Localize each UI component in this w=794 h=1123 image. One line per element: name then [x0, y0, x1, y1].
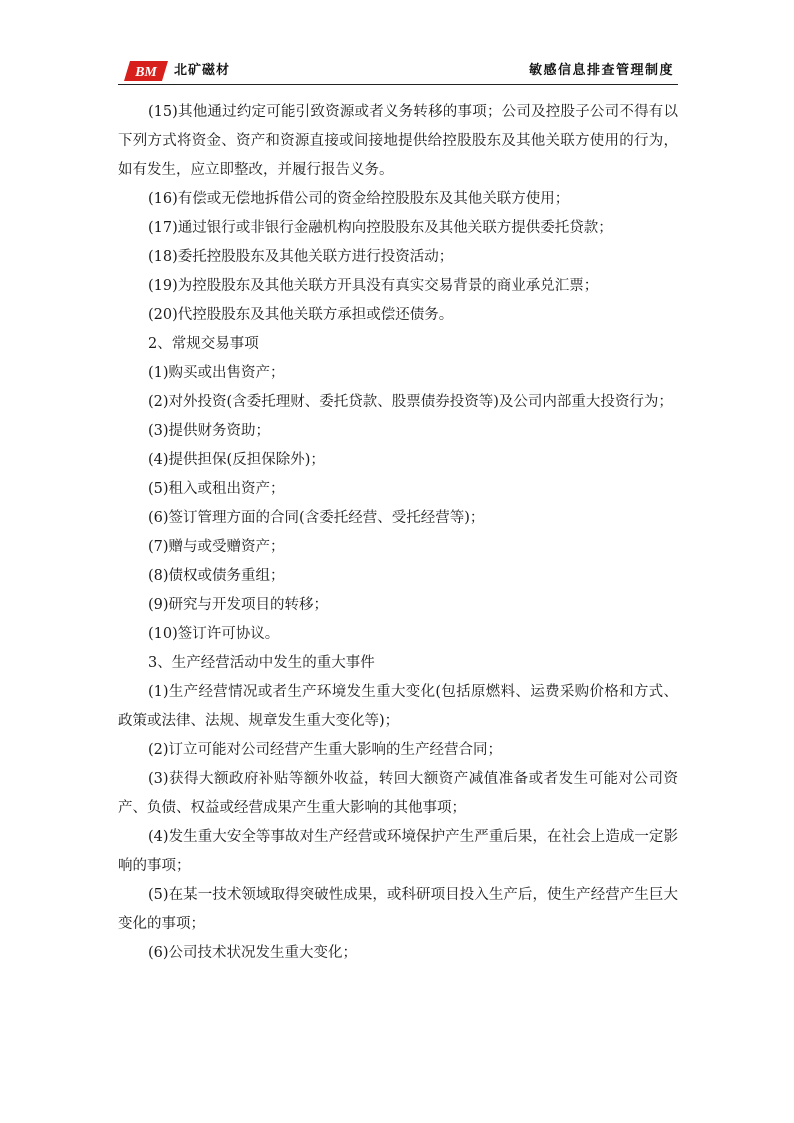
paragraph-15: (15)其他通过约定可能引致资源或者义务转移的事项；公司及控股子公司不得有以下列方式将资金、资产和资源直接或间接地提供给控股股东及其他关联方使用的行为，如有发生，应立即整改，并履行报告义务。	[118, 104, 678, 178]
section-heading-regular-transactions: 2、常规交易事项	[148, 336, 259, 352]
event-item-3: (3)获得大额政府补贴等额外收益，转回大额资产减值准备或者发生可能对公司资产、负债、权益或经营成果产生重大影响的其他事项；	[118, 771, 678, 816]
event-item-1: (1)生产经营情况或者生产环境发生重大变化(包括原燃料、运费采购价格和方式、政策或法律、法规、规章发生重大变化等)；	[118, 684, 678, 729]
transaction-item-6: (6)签订管理方面的合同(含委托经营、受托经营等)；	[148, 510, 485, 526]
transaction-item-8: (8)债权或债务重组；	[148, 568, 285, 584]
transaction-item-4: (4)提供担保(反担保除外)；	[148, 452, 325, 468]
paragraph-20: (20)代控股股东及其他关联方承担或偿还债务。	[148, 307, 454, 323]
event-item-6: (6)公司技术状况发生重大变化；	[148, 945, 358, 961]
paragraph-18: (18)委托控股股东及其他关联方进行投资活动；	[148, 249, 454, 265]
event-item-5: (5)在某一技术领域取得突破性成果，或科研项目投入生产后，使生产经营产生巨大变化的事项；	[118, 887, 678, 932]
paragraph-17: (17)通过银行或非银行金融机构向控股股东及其他关联方提供委托贷款；	[148, 220, 613, 236]
transaction-item-9: (9)研究与开发项目的转移；	[148, 597, 329, 613]
document-title: 敏感信息排查管理制度	[528, 63, 674, 78]
section-heading-major-events: 3、生产经营活动中发生的重大事件	[148, 655, 375, 671]
company-logo-icon	[124, 61, 168, 81]
transaction-item-5: (5)租入或租出资产；	[148, 481, 285, 497]
event-item-2: (2)订立可能对公司经营产生重大影响的生产经营合同；	[148, 742, 503, 758]
transaction-item-3: (3)提供财务资助；	[148, 423, 271, 439]
document-body	[118, 98, 678, 968]
paragraph-19: (19)为控股股东及其他关联方开具没有真实交易背景的商业承兑汇票；	[148, 278, 599, 294]
logo-text: BM	[135, 65, 157, 80]
page-header	[118, 56, 678, 84]
event-item-4: (4)发生重大安全等事故对生产经营或环境保护产生严重后果，在社会上造成一定影响的事项；	[118, 829, 678, 874]
transaction-item-10: (10)签订许可协议。	[148, 626, 280, 642]
transaction-item-7: (7)赠与或受赠资产；	[148, 539, 285, 555]
header-divider	[118, 84, 678, 85]
transaction-item-1: (1)购买或出售资产；	[148, 365, 285, 381]
paragraph-16: (16)有偿或无偿地拆借公司的资金给控股股东及其他关联方使用；	[148, 191, 570, 207]
transaction-item-2: (2)对外投资(含委托理财、委托贷款、股票债券投资等)及公司内部重大投资行为；	[148, 394, 673, 410]
company-name: 北矿磁材	[174, 63, 231, 78]
